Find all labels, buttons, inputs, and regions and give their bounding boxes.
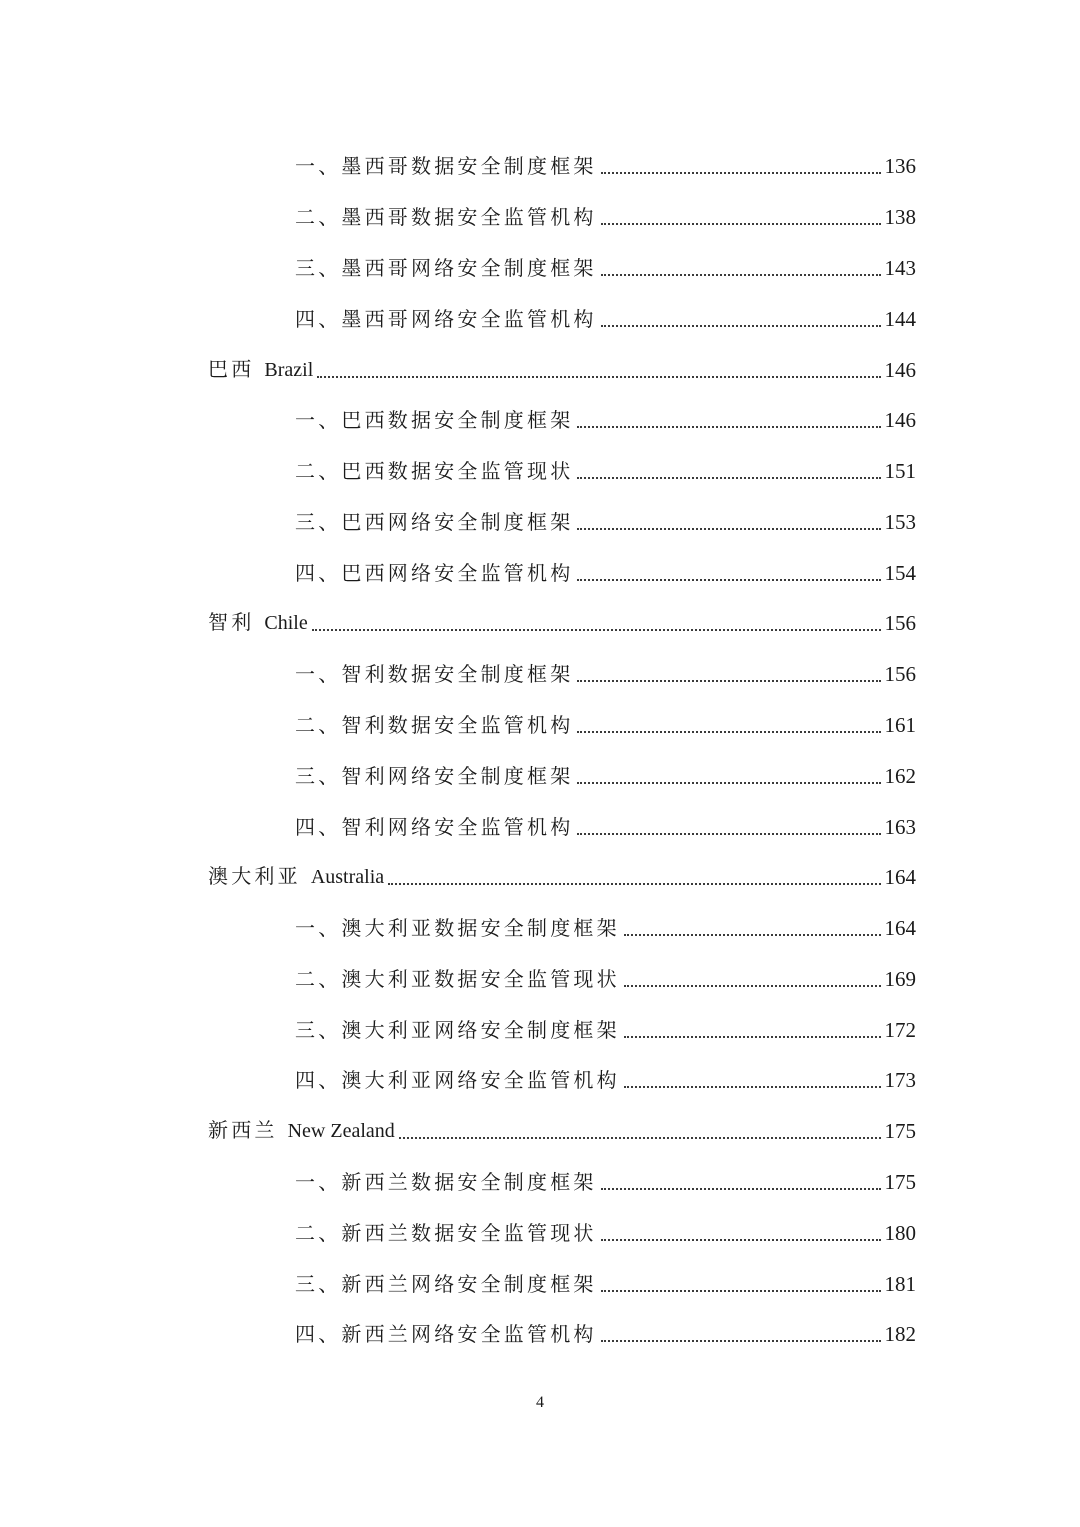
entry-title: 三、墨西哥网络安全制度框架 — [295, 256, 597, 280]
toc-entry[interactable] — [295, 809, 916, 841]
entry-page-number: 138 — [884, 205, 916, 229]
dot-leader — [601, 1239, 881, 1241]
toc-entry[interactable] — [295, 1215, 916, 1247]
dot-leader — [577, 782, 880, 784]
section-title-zh: 澳大利亚 — [208, 864, 301, 888]
entry-page-number: 163 — [884, 815, 916, 839]
entry-title: 三、澳大利亚网络安全制度框架 — [295, 1018, 620, 1042]
section-title-en: New Zealand — [287, 1120, 395, 1142]
toc-entry[interactable] — [295, 656, 916, 688]
entry-title: 四、澳大利亚网络安全监管机构 — [295, 1068, 620, 1092]
section-title — [208, 355, 313, 384]
entry-title: 二、澳大利亚数据安全监管现状 — [295, 967, 620, 991]
section-title — [208, 1116, 395, 1145]
entry-page-number: 162 — [884, 764, 916, 788]
entry-page-number: 156 — [884, 662, 916, 686]
dot-leader — [601, 1340, 881, 1342]
entry-page-number: 181 — [884, 1272, 916, 1296]
dot-leader — [577, 528, 880, 530]
toc-entry[interactable] — [295, 301, 916, 333]
dot-leader — [399, 1137, 881, 1139]
dot-leader — [577, 426, 880, 428]
toc-section-entry[interactable] — [208, 859, 916, 891]
toc-entry[interactable] — [295, 1012, 916, 1044]
entry-page-number: 175 — [884, 1119, 916, 1143]
toc-entry[interactable] — [295, 1316, 916, 1348]
footer-page-number: 4 — [536, 1394, 544, 1411]
toc-entry[interactable] — [295, 250, 916, 282]
dot-leader — [624, 1086, 881, 1088]
entry-page-number: 144 — [884, 307, 916, 331]
dot-leader — [601, 274, 881, 276]
entry-title: 一、智利数据安全制度框架 — [295, 662, 574, 686]
entry-page-number: 173 — [884, 1068, 916, 1092]
dot-leader — [577, 731, 880, 733]
toc-entry[interactable] — [295, 1164, 916, 1196]
toc-entry[interactable] — [295, 148, 916, 180]
entry-page-number: 182 — [884, 1322, 916, 1346]
toc-entry[interactable] — [295, 504, 916, 536]
entry-page-number: 164 — [884, 865, 916, 889]
entry-title: 一、澳大利亚数据安全制度框架 — [295, 916, 620, 940]
entry-title: 一、新西兰数据安全制度框架 — [295, 1170, 597, 1194]
entry-title: 一、墨西哥数据安全制度框架 — [295, 154, 597, 178]
entry-title: 一、巴西数据安全制度框架 — [295, 408, 574, 432]
section-title — [208, 862, 384, 891]
dot-leader — [388, 883, 880, 885]
entry-page-number: 161 — [884, 713, 916, 737]
toc-section-entry[interactable] — [208, 352, 916, 384]
entry-page-number: 180 — [884, 1221, 916, 1245]
toc-entry[interactable] — [295, 1266, 916, 1298]
toc-entry[interactable] — [295, 910, 916, 942]
dot-leader — [601, 1188, 881, 1190]
dot-leader — [601, 172, 881, 174]
entry-page-number: 175 — [884, 1170, 916, 1194]
entry-title: 二、墨西哥数据安全监管机构 — [295, 205, 597, 229]
toc-entry[interactable] — [295, 758, 916, 790]
section-title-en: Chile — [264, 612, 308, 634]
entry-title: 二、巴西数据安全监管现状 — [295, 459, 574, 483]
entry-title: 四、墨西哥网络安全监管机构 — [295, 307, 597, 331]
toc-entry[interactable] — [295, 961, 916, 993]
entry-page-number: 146 — [884, 408, 916, 432]
entry-page-number: 169 — [884, 967, 916, 991]
section-title-zh: 巴西 — [208, 357, 255, 381]
dot-leader — [624, 1036, 881, 1038]
toc-entry[interactable] — [295, 1062, 916, 1094]
dot-leader — [577, 477, 880, 479]
toc-section-entry[interactable] — [208, 605, 916, 637]
entry-title: 三、新西兰网络安全制度框架 — [295, 1272, 597, 1296]
section-title — [208, 608, 308, 637]
dot-leader — [601, 223, 881, 225]
dot-leader — [577, 680, 880, 682]
entry-page-number: 154 — [884, 561, 916, 585]
entry-title: 二、智利数据安全监管机构 — [295, 713, 574, 737]
dot-leader — [624, 934, 881, 936]
dot-leader — [624, 985, 881, 987]
toc-entry[interactable] — [295, 199, 916, 231]
dot-leader — [601, 1290, 881, 1292]
section-title-zh: 新西兰 — [208, 1118, 278, 1142]
entry-title: 四、新西兰网络安全监管机构 — [295, 1322, 597, 1346]
entry-title: 四、巴西网络安全监管机构 — [295, 561, 574, 585]
toc-section-entry[interactable] — [208, 1113, 916, 1145]
entry-page-number: 136 — [884, 154, 916, 178]
entry-page-number: 153 — [884, 510, 916, 534]
entry-page-number: 146 — [884, 358, 916, 382]
entry-title: 三、智利网络安全制度框架 — [295, 764, 574, 788]
toc-entry[interactable] — [295, 402, 916, 434]
dot-leader — [601, 325, 881, 327]
entry-page-number: 156 — [884, 611, 916, 635]
dot-leader — [312, 629, 881, 631]
entry-page-number: 172 — [884, 1018, 916, 1042]
entry-title: 三、巴西网络安全制度框架 — [295, 510, 574, 534]
section-title-zh: 智利 — [208, 610, 255, 634]
toc-entry[interactable] — [295, 453, 916, 485]
section-title-en: Australia — [310, 866, 385, 888]
entry-page-number: 151 — [884, 459, 916, 483]
entry-page-number: 164 — [884, 916, 916, 940]
toc-entry[interactable] — [295, 707, 916, 739]
dot-leader — [577, 833, 880, 835]
entry-page-number: 143 — [884, 256, 916, 280]
dot-leader — [577, 579, 880, 581]
entry-title: 二、新西兰数据安全监管现状 — [295, 1221, 597, 1245]
toc-entry[interactable] — [295, 555, 916, 587]
entry-title: 四、智利网络安全监管机构 — [295, 815, 574, 839]
section-title-en: Brazil — [264, 359, 314, 381]
dot-leader — [317, 376, 880, 378]
